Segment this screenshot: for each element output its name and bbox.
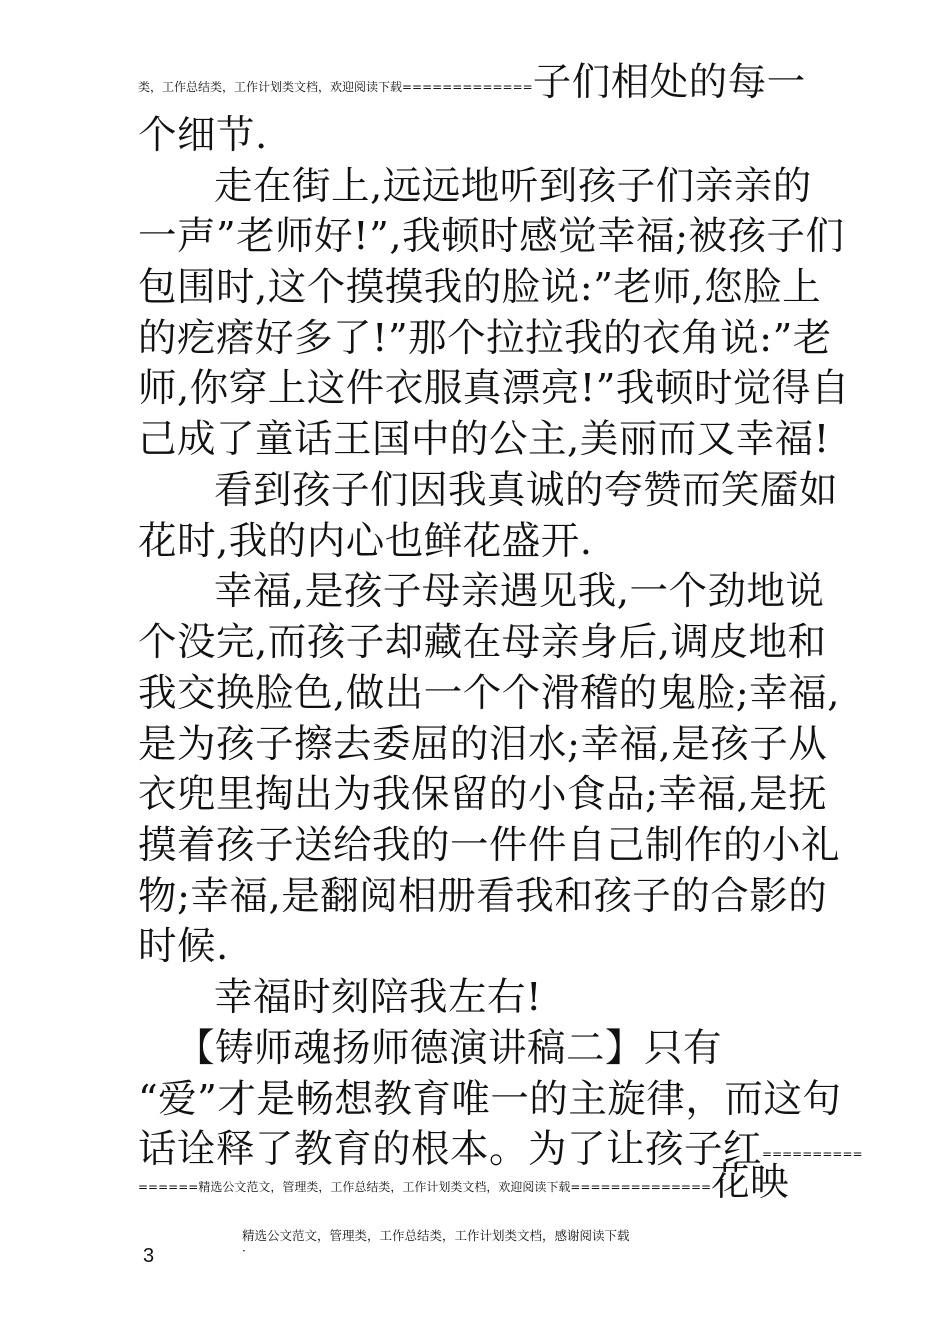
header-small-text: 类，工作总结类，工作计划类文档，欢迎阅读下载============= [138,80,533,94]
footer-text: 精选公文范文，管理类，工作总结类，工作计划类文档，感谢阅读下载 [242,1228,630,1243]
equals-tail: ========== [762,1147,863,1161]
page-number: 3 [143,1245,155,1267]
body-line: 衣兜里掏出为我保留的小食品;幸福,是抚 [138,772,828,817]
body-line: 幸福,是孩子母亲遇见我,一个劲地说 [214,569,825,614]
trail-line [138,1160,789,1210]
body-line-text: 话诠释了教育的根本。为了让孩子红 [138,1127,763,1172]
body-line: 花时,我的内心也鲜花盛开. [138,519,593,564]
body-line: 走在街上,远远地听到孩子们亲亲的 [214,164,812,209]
body-line: 时候. [138,924,229,969]
header-large-text: 子们相处的每一 [532,60,806,105]
body-line: 包围时,这个摸摸我的脸说:”老师,您脸上 [138,265,822,310]
body-line: 师,你穿上这件衣服真漂亮!”我顿时觉得自 [138,366,850,411]
body-line: 个没完,而孩子却藏在母亲身后,调皮地和 [138,620,827,665]
body-line: 的疙瘩好多了!”那个拉拉我的衣角说:”老 [138,316,832,361]
footer-dot: · [242,1244,246,1258]
body-line: “爱”才是畅想教育唯一的主旋律，而这句 [138,1077,842,1122]
body-line: 个细节. [138,113,268,158]
body-line: 是为孩子擦去委屈的泪水;幸福,是孩子从 [138,722,828,767]
body-line: 一声”老师好!”,我顿时感觉幸福;被孩子们 [138,214,845,259]
body-line: 我交换脸色,做出一个个滑稽的鬼脸;幸福, [138,671,840,716]
section-heading: 【铸师魂扬师德演讲稿二】只有 [176,1026,723,1071]
trail-small-text: ======精选公文范文，管理类，工作总结类，工作计划类文档，欢迎阅读下载============== [138,1180,712,1194]
body-line: 摸着孩子送给我的一件件自己制作的小礼 [138,823,841,868]
header-line [138,60,806,110]
body-line: 幸福时刻陪我左右! [214,975,542,1020]
body-line: 看到孩子们因我真诚的夸赞而笑靥如 [214,468,839,513]
trail-large-text: 花映 [711,1160,790,1205]
body-line: 物;幸福,是翻阅相册看我和孩子的合影的 [138,874,828,919]
body-line: 己成了童话王国中的公主,美丽而又幸福! [138,417,830,462]
